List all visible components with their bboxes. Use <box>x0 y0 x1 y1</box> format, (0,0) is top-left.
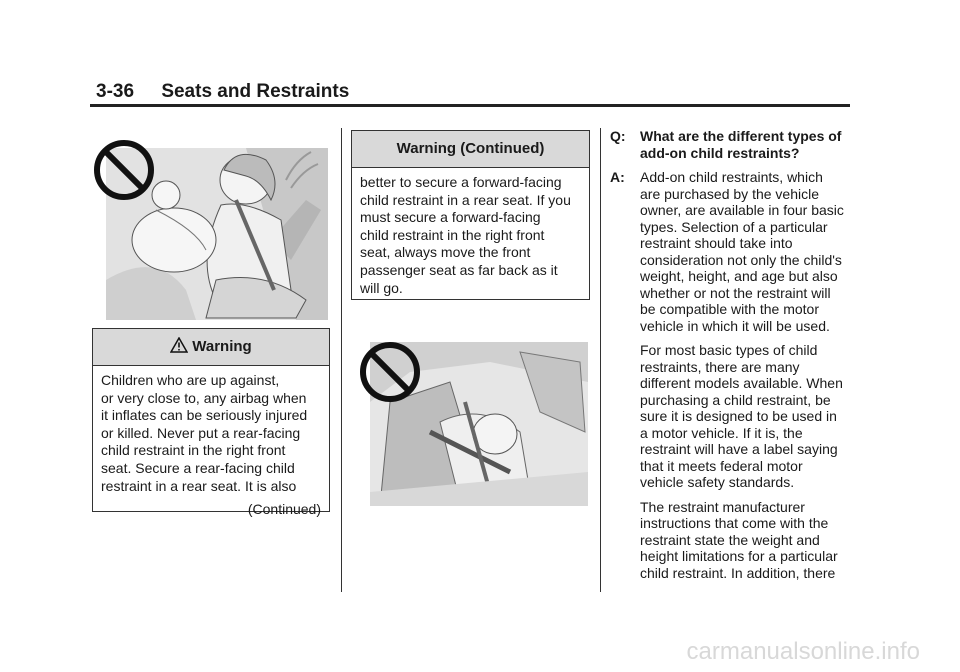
prohibited-sign-2 <box>358 340 422 404</box>
prohibited-sign-1 <box>92 138 156 202</box>
column-divider-1 <box>341 128 342 592</box>
answer-line: restraints, there are many <box>640 358 800 375</box>
answer-line: weight, height, and age but also <box>640 268 838 284</box>
answer-line: child restraint. In addition, there <box>640 564 836 581</box>
warning-continued-line: child restraint in a rear seat. If you <box>360 191 571 208</box>
warning-title: Warning <box>192 338 252 355</box>
answer-paragraph-3 <box>610 499 855 582</box>
warning-line: restraint in a rear seat. It is also <box>101 477 297 494</box>
answer-paragraph-2 <box>610 342 855 491</box>
warning-line: or very close to, any airbag when <box>101 389 307 406</box>
answer-line: a motor vehicle. If it is, the <box>640 424 803 441</box>
question-line: What are the different types of <box>640 128 842 144</box>
warning-line: seat. Secure a rear-facing child <box>101 459 295 476</box>
page-number: 3-36 <box>96 81 135 102</box>
qa-section <box>610 128 855 581</box>
answer-line: consideration not only the child's <box>640 251 842 268</box>
warning-continued-box <box>351 130 590 300</box>
question-label: Q: <box>610 128 626 144</box>
answer-line: are purchased by the vehicle <box>640 185 819 202</box>
warning-continued-header: Warning (Continued) <box>352 131 589 168</box>
answer-line: types. Selection of a particular <box>640 218 828 235</box>
answer-line: instructions that come with the <box>640 515 829 531</box>
column-divider-2 <box>600 128 601 592</box>
answer-line: Add-on child restraints, which <box>640 169 823 185</box>
warning-continued-line: passenger seat as far back as it <box>360 261 558 278</box>
answer-line: restraint should take into <box>640 235 793 251</box>
warning-body <box>93 366 329 501</box>
warning-continued-label: (Continued) <box>247 501 321 518</box>
warning-line: it inflates can be seriously injured <box>101 407 308 424</box>
answer-label: A: <box>610 169 625 185</box>
warning-line: Children who are up against, <box>101 372 280 388</box>
answer-line: sure it is designed to be used in <box>640 408 837 424</box>
warning-continued-line: seat, always move the front <box>360 244 531 261</box>
answer-line: vehicle in which it will be used. <box>640 317 830 334</box>
answer-line: different models available. When <box>640 375 843 391</box>
warning-line: child restraint in the right front <box>101 442 286 459</box>
warning-continued-line: must secure a forward-facing <box>360 209 541 226</box>
header-rule <box>90 104 850 107</box>
warning-box-header <box>93 329 329 366</box>
prohibited-icon <box>92 138 156 202</box>
question-line: add-on child restraints? <box>640 144 800 161</box>
warning-continued-line: child restraint in the right front <box>360 226 545 243</box>
section-title: Seats and Restraints <box>161 81 350 102</box>
warning-continued-line: will go. <box>360 279 403 296</box>
answer-line: vehicle safety standards. <box>640 474 795 490</box>
warning-continued-line: better to secure a forward-facing <box>360 174 562 190</box>
warning-triangle-icon <box>170 337 188 353</box>
answer-paragraph-1 <box>640 169 844 334</box>
answer-line: whether or not the restraint will <box>640 284 831 301</box>
answer-line: For most basic types of child <box>640 342 818 358</box>
answer-line: that it meets federal motor <box>640 457 803 474</box>
answer-line: restraint will have a label saying <box>640 441 838 457</box>
answer-line: restraint state the weight and <box>640 531 820 548</box>
answer-line: The restraint manufacturer <box>640 498 805 515</box>
warning-box <box>92 328 330 518</box>
page-header <box>96 80 850 104</box>
answer-row <box>610 169 855 334</box>
question-row <box>610 128 855 161</box>
answer-line: be compatible with the motor <box>640 301 819 317</box>
answer-line: owner, are available in four basic <box>640 202 844 218</box>
question-text <box>640 128 841 161</box>
answer-line: height limitations for a particular <box>640 548 838 564</box>
warning-line: or killed. Never put a rear-facing <box>101 424 301 441</box>
watermark: carmanualsonline.info <box>686 638 920 665</box>
answer-line: purchasing a child restraint, be <box>640 391 831 408</box>
prohibited-icon <box>358 340 422 404</box>
warning-continued-body <box>352 168 589 303</box>
